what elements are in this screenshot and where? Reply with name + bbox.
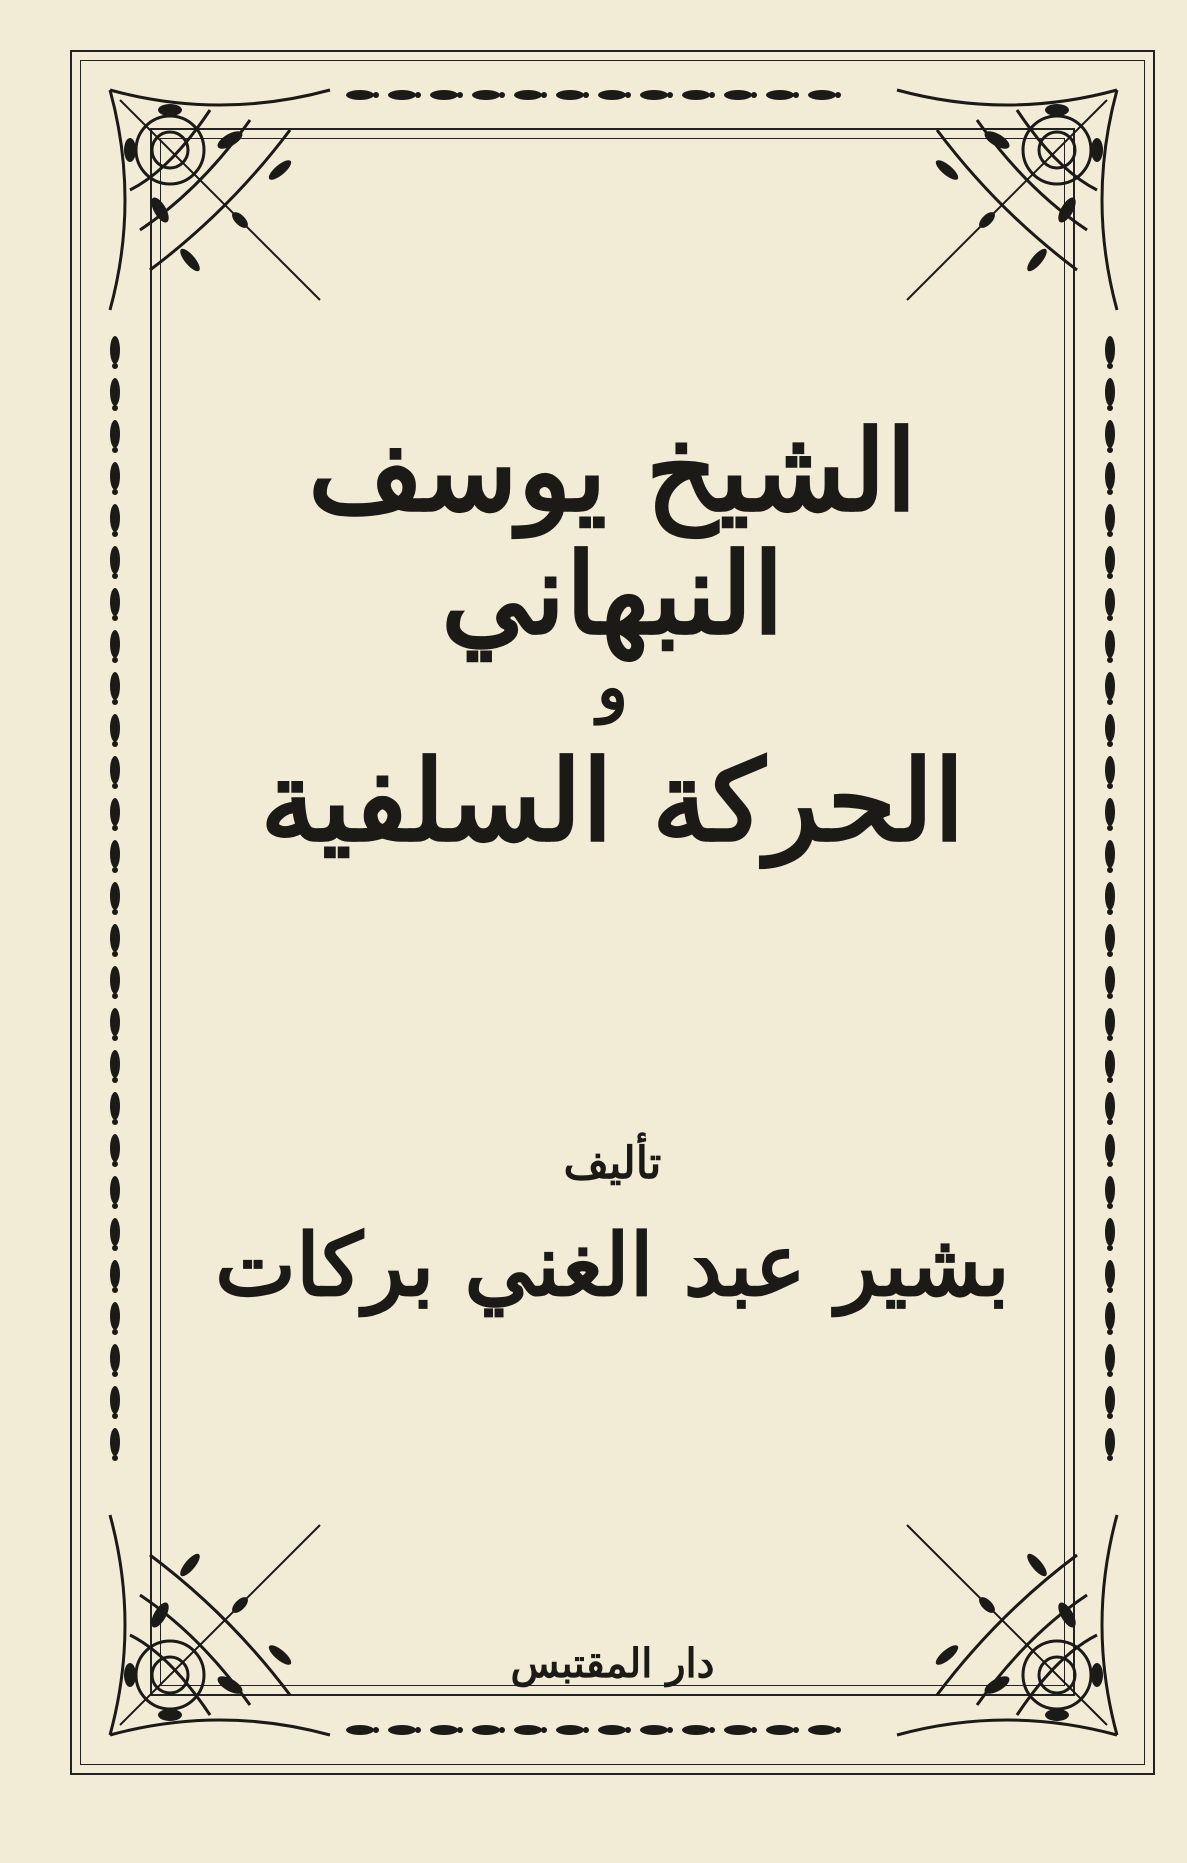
band-motif <box>472 1725 500 1735</box>
band-dot <box>1107 1203 1113 1209</box>
band-dot <box>1107 1329 1113 1335</box>
band-motif <box>430 90 458 100</box>
band-dot <box>1107 1287 1113 1293</box>
band-dot <box>112 825 118 831</box>
band-dot <box>1107 1245 1113 1251</box>
band-dot <box>1107 1413 1113 1419</box>
band-motif <box>556 90 584 100</box>
band-dot <box>751 92 757 98</box>
band-dot <box>112 1329 118 1335</box>
band-motif <box>110 1134 120 1162</box>
band-motif <box>110 588 120 616</box>
band-motif <box>514 90 542 100</box>
floral-corner-icon <box>100 80 340 320</box>
band-motif <box>110 630 120 658</box>
band-motif <box>1105 630 1115 658</box>
band-motif <box>110 882 120 910</box>
band-dot <box>112 447 118 453</box>
band-motif <box>110 1302 120 1330</box>
band-dot <box>1107 1077 1113 1083</box>
band-motif <box>110 1260 120 1288</box>
band-dot <box>373 92 379 98</box>
band-motif <box>1105 966 1115 994</box>
band-motif <box>682 90 710 100</box>
band-dot <box>751 1727 757 1733</box>
band-dot <box>112 867 118 873</box>
band-dot <box>835 1727 841 1733</box>
band-dot <box>1107 951 1113 957</box>
band-dot <box>625 1727 631 1733</box>
band-motif <box>1105 420 1115 448</box>
band-motif <box>388 90 416 100</box>
title-conjunction: و <box>597 650 628 725</box>
band-motif <box>110 1050 120 1078</box>
band-motif <box>1105 504 1115 532</box>
band-motif <box>430 1725 458 1735</box>
band-motif <box>346 1725 374 1735</box>
band-dot <box>793 92 799 98</box>
band-motif <box>110 336 120 364</box>
band-dot <box>1107 531 1113 537</box>
band-motif <box>1105 1260 1115 1288</box>
band-dot <box>667 92 673 98</box>
band-dot <box>112 1371 118 1377</box>
band-dot <box>1107 573 1113 579</box>
band-dot <box>667 1727 673 1733</box>
band-dot <box>709 1727 715 1733</box>
band-dot <box>112 909 118 915</box>
band-motif <box>1105 1344 1115 1372</box>
band-motif <box>724 1725 752 1735</box>
band-motif <box>110 798 120 826</box>
band-dot <box>1107 405 1113 411</box>
floral-corner-icon <box>887 80 1127 320</box>
band-motif <box>1105 462 1115 490</box>
band-dot <box>112 1287 118 1293</box>
band-dot <box>112 699 118 705</box>
band-motif <box>808 1725 836 1735</box>
band-motif <box>1105 378 1115 406</box>
band-motif <box>1105 588 1115 616</box>
band-dot <box>625 92 631 98</box>
band-dot <box>1107 657 1113 663</box>
band-dot <box>1107 489 1113 495</box>
floral-corner-icon <box>887 1505 1127 1745</box>
band-dot <box>112 783 118 789</box>
band-motif <box>110 1092 120 1120</box>
band-motif <box>1105 546 1115 574</box>
band-motif <box>1105 756 1115 784</box>
band-motif <box>110 546 120 574</box>
band-dot <box>112 1161 118 1167</box>
band-motif <box>1105 1134 1115 1162</box>
band-motif <box>598 1725 626 1735</box>
band-dot <box>1107 1455 1113 1461</box>
band-motif <box>640 1725 668 1735</box>
band-motif <box>110 420 120 448</box>
band-motif <box>1105 1008 1115 1036</box>
band-dot <box>583 1727 589 1733</box>
band-motif <box>110 462 120 490</box>
band-motif <box>1105 672 1115 700</box>
band-motif <box>766 1725 794 1735</box>
band-motif <box>1105 882 1115 910</box>
band-motif <box>472 90 500 100</box>
band-dot <box>541 92 547 98</box>
band-motif <box>110 1428 120 1456</box>
band-motif <box>598 90 626 100</box>
band-motif <box>110 672 120 700</box>
band-dot <box>1107 741 1113 747</box>
band-dot <box>1107 1035 1113 1041</box>
band-motif <box>766 90 794 100</box>
band-dot <box>415 1727 421 1733</box>
band-dot <box>1107 615 1113 621</box>
book-title-line-1: الشيخ يوسف النبهاني <box>307 406 918 661</box>
band-motif <box>1105 924 1115 952</box>
band-dot <box>112 1413 118 1419</box>
band-motif <box>110 1218 120 1246</box>
band-motif <box>110 924 120 952</box>
band-dot <box>1107 699 1113 705</box>
band-dot <box>457 92 463 98</box>
band-motif <box>724 90 752 100</box>
band-motif <box>110 1344 120 1372</box>
band-motif <box>1105 1092 1115 1120</box>
band-dot <box>1107 993 1113 999</box>
band-motif <box>110 1176 120 1204</box>
band-motif <box>1105 1050 1115 1078</box>
band-dot <box>112 363 118 369</box>
publisher-name: دار المقتبس <box>510 1640 715 1687</box>
band-dot <box>709 92 715 98</box>
band-dot <box>1107 447 1113 453</box>
band-motif <box>110 966 120 994</box>
band-motif <box>388 1725 416 1735</box>
book-title-line-2: الحركة السلفية <box>260 736 965 867</box>
band-motif <box>1105 840 1115 868</box>
band-dot <box>112 1077 118 1083</box>
band-dot <box>112 657 118 663</box>
band-dot <box>415 92 421 98</box>
band-dot <box>457 1727 463 1733</box>
band-motif <box>346 90 374 100</box>
band-dot <box>112 1203 118 1209</box>
band-dot <box>112 531 118 537</box>
band-dot <box>583 92 589 98</box>
band-dot <box>112 1245 118 1251</box>
band-dot <box>112 993 118 999</box>
band-motif <box>1105 798 1115 826</box>
band-dot <box>373 1727 379 1733</box>
band-dot <box>1107 867 1113 873</box>
band-dot <box>1107 1161 1113 1167</box>
band-dot <box>112 573 118 579</box>
author-name: بشير عبد الغني بركات <box>215 1215 1010 1316</box>
band-dot <box>1107 1371 1113 1377</box>
band-dot <box>112 405 118 411</box>
band-dot <box>112 1035 118 1041</box>
band-motif <box>110 1008 120 1036</box>
band-dot <box>112 951 118 957</box>
band-motif <box>682 1725 710 1735</box>
band-motif <box>1105 336 1115 364</box>
band-dot <box>112 615 118 621</box>
band-motif <box>640 90 668 100</box>
band-dot <box>112 1119 118 1125</box>
band-motif <box>110 840 120 868</box>
band-dot <box>541 1727 547 1733</box>
band-motif <box>110 504 120 532</box>
band-motif <box>514 1725 542 1735</box>
band-dot <box>112 489 118 495</box>
band-dot <box>499 1727 505 1733</box>
band-dot <box>1107 783 1113 789</box>
band-dot <box>1107 825 1113 831</box>
band-motif <box>110 378 120 406</box>
band-motif <box>110 714 120 742</box>
band-dot <box>1107 1119 1113 1125</box>
band-dot <box>112 741 118 747</box>
band-motif <box>1105 1386 1115 1414</box>
band-dot <box>1107 363 1113 369</box>
band-dot <box>793 1727 799 1733</box>
author-label: تأليف <box>563 1138 662 1189</box>
band-dot <box>499 92 505 98</box>
floral-corner-icon <box>100 1505 340 1745</box>
band-motif <box>1105 1302 1115 1330</box>
band-motif <box>808 90 836 100</box>
band-dot <box>112 1455 118 1461</box>
band-motif <box>1105 1176 1115 1204</box>
band-motif <box>110 756 120 784</box>
band-motif <box>110 1386 120 1414</box>
band-dot <box>835 92 841 98</box>
band-motif <box>1105 1218 1115 1246</box>
band-motif <box>1105 1428 1115 1456</box>
band-motif <box>556 1725 584 1735</box>
band-motif <box>1105 714 1115 742</box>
band-dot <box>1107 909 1113 915</box>
